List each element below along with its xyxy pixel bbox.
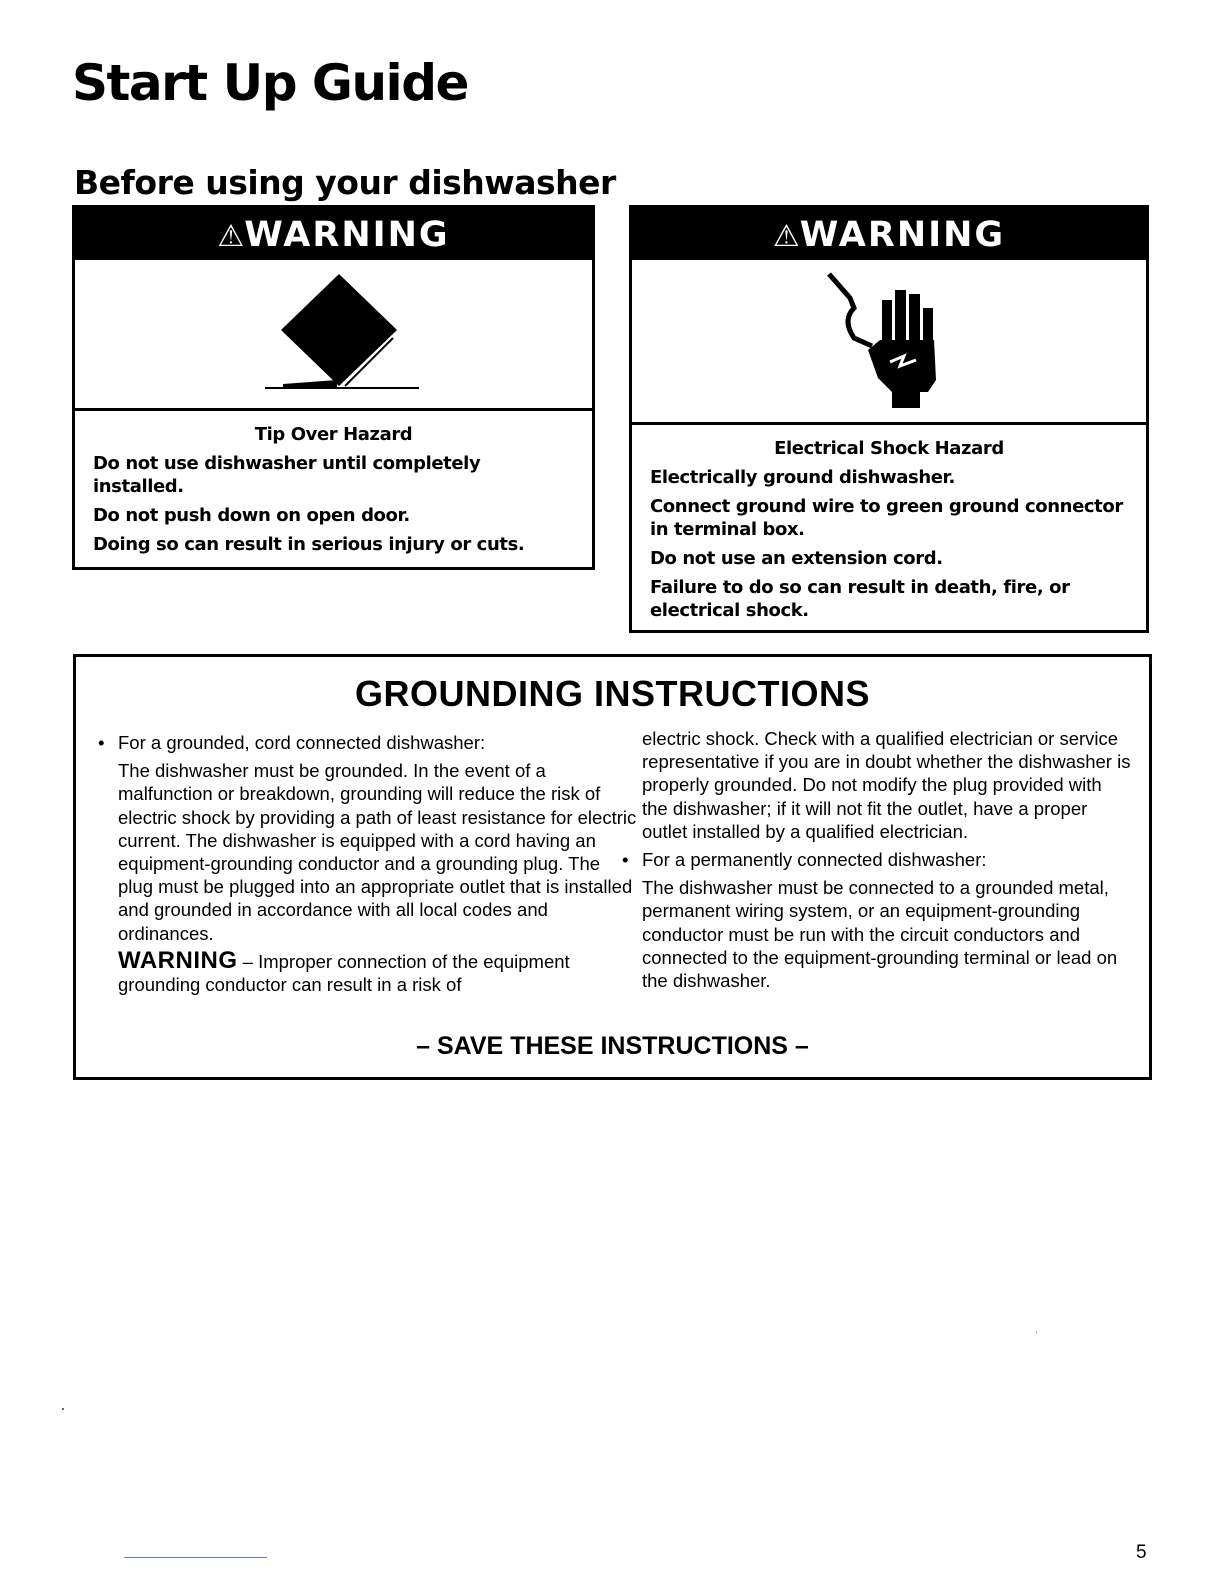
scan-speck bbox=[62, 1408, 64, 1410]
grounding-paragraph: electric shock. Check with a qualified electrician or service representative if you are in doubt whether the dishwasher is properly grounded. Do not modify the plug provided with the dishwasher; if it will not fit the outlet, have a proper outlet installed by a qualified electrician. bbox=[642, 728, 1131, 842]
grounding-right-column bbox=[622, 727, 1132, 992]
page-number: 5 bbox=[1136, 1542, 1147, 1563]
wire-shape bbox=[829, 274, 872, 346]
page-title: Start Up Guide bbox=[72, 54, 468, 112]
grounding-paragraph: The dishwasher must be grounded. In the event of a malfunction or breakdown, grounding will reduce the risk of electric shock by providing a path of least resistance for electric current. The dishwasher is equipped with a cord having an equipment-grounding conductor and a grounding plug. The plug must be plugged into an appropriate outlet that is installed and grounded in accordance with all local codes and ordinances. bbox=[118, 760, 637, 944]
warning-header-label: WARNING bbox=[799, 215, 1006, 255]
dishwasher-body-shape bbox=[281, 274, 397, 386]
electrical-shock-pictogram bbox=[632, 260, 1146, 425]
warning-word: WARNING bbox=[118, 946, 238, 974]
bullet-item bbox=[98, 731, 638, 754]
electrical-shock-text bbox=[632, 425, 1146, 640]
warning-triangle-icon: ⚠ bbox=[772, 219, 800, 254]
save-instructions: – SAVE THESE INSTRUCTIONS – bbox=[416, 1032, 809, 1060]
warning-line: Doing so can result in serious injury or cuts. bbox=[93, 534, 525, 555]
grounding-instructions-box bbox=[73, 654, 1152, 1080]
warning-line: Do not use an extension cord. bbox=[650, 548, 943, 569]
tip-over-warning-box bbox=[72, 205, 595, 570]
finger-shape bbox=[909, 294, 920, 344]
electrical-shock-hazard-icon bbox=[632, 260, 1146, 422]
warning-line: Electrically ground dishwasher. bbox=[650, 467, 955, 488]
tip-over-text bbox=[75, 411, 592, 574]
bullet-icon: • bbox=[622, 849, 629, 871]
warning-header bbox=[75, 208, 592, 260]
warning-triangle-icon: ⚠ bbox=[217, 219, 245, 254]
bullet-text: For a grounded, cord connected dishwasher: bbox=[118, 732, 486, 753]
bullet-text: For a permanently connected dishwasher: bbox=[642, 849, 987, 871]
scan-speck bbox=[1036, 1332, 1037, 1333]
grounding-title: GROUNDING INSTRUCTIONS bbox=[355, 673, 870, 714]
footer-rule bbox=[124, 1557, 267, 1558]
warning-line: Do not use dishwasher until completely installed. bbox=[93, 453, 481, 497]
finger-shape bbox=[882, 300, 892, 344]
finger-shape bbox=[895, 290, 906, 344]
warning-paragraph bbox=[118, 946, 638, 996]
grounding-paragraph: The dishwasher must be connected to a grounded metal, permanent wiring system, or an equipment-grounding conductor must be run with the circuit conductors and connected to the equipment-grounding terminal or lead on the dishwasher. bbox=[642, 877, 1118, 992]
door-base-shape bbox=[283, 380, 337, 388]
warning-line: Do not push down on open door. bbox=[93, 505, 410, 526]
electrical-shock-warning-box bbox=[629, 205, 1149, 633]
hazard-title: Electrical Shock Hazard bbox=[774, 438, 1004, 459]
bullet-icon: • bbox=[98, 732, 105, 753]
palm-shape bbox=[868, 340, 936, 408]
grounding-left-column bbox=[98, 731, 638, 996]
tip-over-pictogram bbox=[75, 260, 592, 411]
warning-line: Failure to do so can result in death, fire, or electrical shock. bbox=[650, 577, 1070, 621]
hazard-title: Tip Over Hazard bbox=[254, 424, 413, 445]
section-title: Before using your dishwasher bbox=[74, 163, 616, 202]
warning-paragraph-text: – Improper connection of the equipment grounding conductor can result in a risk of bbox=[118, 950, 570, 996]
warning-header-label: WARNING bbox=[244, 215, 450, 255]
bullet-item bbox=[622, 848, 1132, 871]
tip-over-hazard-icon bbox=[75, 260, 592, 408]
warning-line: Connect ground wire to green ground connector in terminal box. bbox=[650, 496, 1123, 540]
warning-header bbox=[632, 208, 1146, 260]
